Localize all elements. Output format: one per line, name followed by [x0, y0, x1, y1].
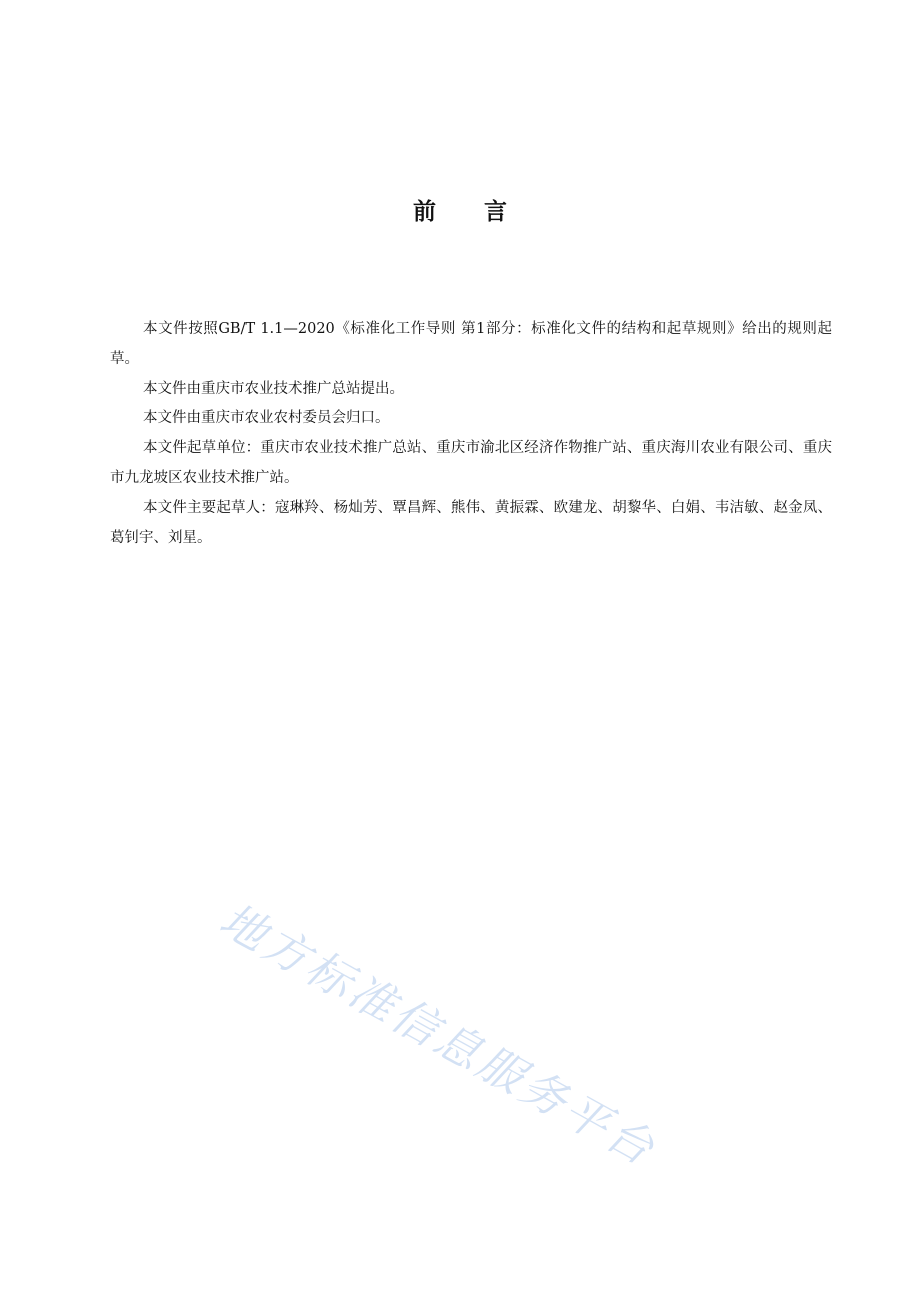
paragraph-proposer: 本文件由重庆市农业技术推广总站提出。 — [143, 380, 404, 397]
page-title: 前言 — [413, 199, 555, 225]
paragraph-administrator: 本文件由重庆市农业农村委员会归口。 — [143, 410, 390, 427]
paragraph-drafting-units: 本文件起草单位：重庆市农业技术推广总站、重庆市渝北区经济作物推广站、重庆海川农业有限公司、重庆市九龙坡区农业技术推广站。 — [110, 440, 832, 486]
watermark: 地方标准信息服务平台 — [211, 892, 666, 1177]
paragraph-drafting-rules: 本文件按照GB/T 1.1—2020《标准化工作导则 第1部分：标准化文件的结构和起草规则》给出的规则起草。 — [110, 321, 832, 367]
paragraph-drafters: 本文件主要起草人：寇琳羚、杨灿芳、覃昌辉、熊伟、黄振霖、欧建龙、胡黎华、白娟、韦洁敏、赵金凤、葛钊宇、刘星。 — [110, 499, 832, 546]
preface-body — [110, 315, 832, 553]
